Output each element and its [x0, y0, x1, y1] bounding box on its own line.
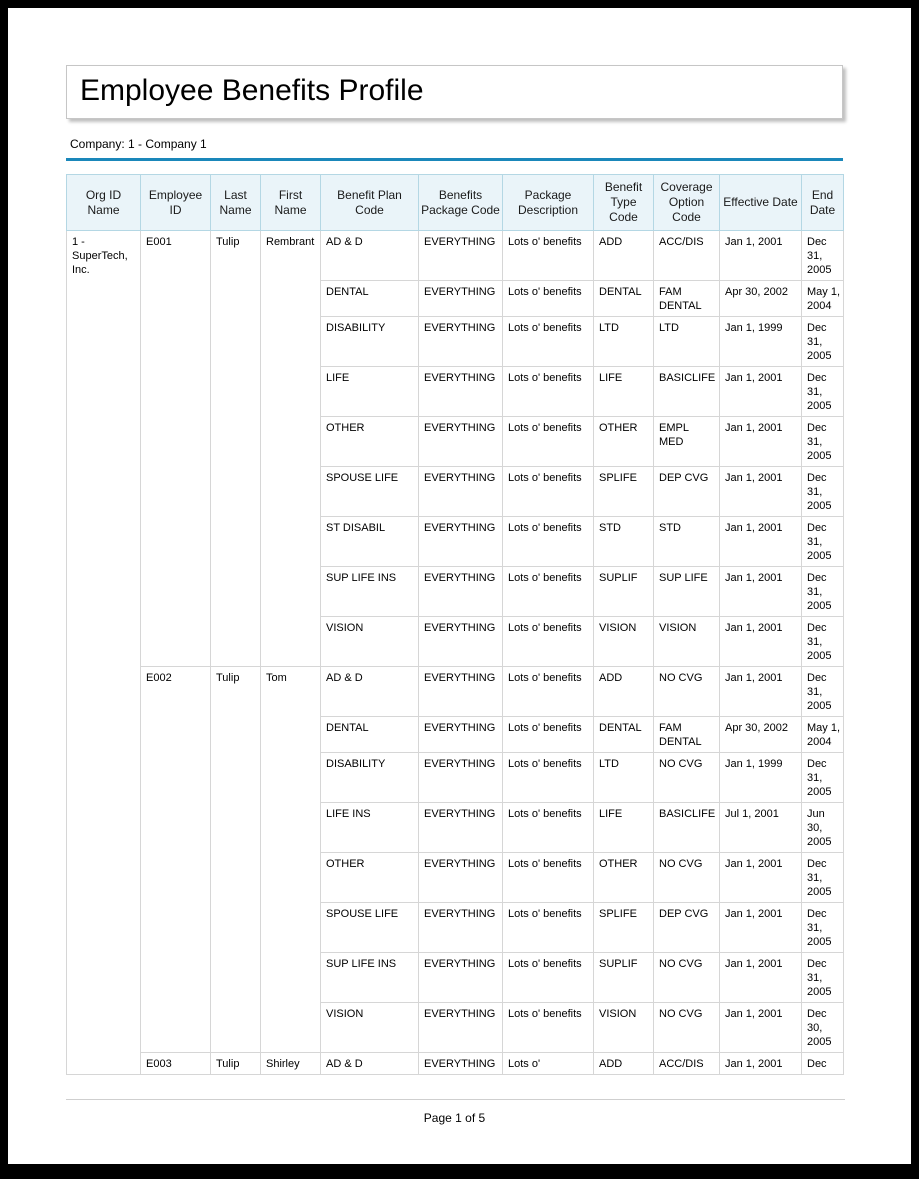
plan-code-cell: LIFE INS [321, 803, 419, 853]
last-name-cell: Tulip [211, 667, 261, 1053]
type-code-cell: VISION [594, 617, 654, 667]
option-code-cell: NO CVG [654, 853, 720, 903]
benefit-row [67, 1053, 844, 1075]
plan-code-cell: SPOUSE LIFE [321, 467, 419, 517]
option-code-cell: ACC/DIS [654, 1053, 720, 1075]
report-title-box [66, 65, 843, 119]
option-code-cell: NO CVG [654, 753, 720, 803]
benefit-row [67, 231, 844, 281]
effective-date-cell: Jan 1, 2001 [720, 467, 802, 517]
type-code-cell: DENTAL [594, 281, 654, 317]
end-date-cell: Dec 31, 2005 [802, 567, 844, 617]
column-header-2: Last Name [211, 175, 261, 231]
option-code-cell: DEP CVG [654, 903, 720, 953]
type-code-cell: SPLIFE [594, 903, 654, 953]
description-cell: Lots o' benefits [503, 753, 594, 803]
type-code-cell: VISION [594, 1003, 654, 1053]
type-code-cell: ADD [594, 1053, 654, 1075]
type-code-cell: ADD [594, 667, 654, 717]
employee-id-cell: E003 [141, 1053, 211, 1075]
plan-code-cell: VISION [321, 1003, 419, 1053]
description-cell: Lots o' benefits [503, 517, 594, 567]
end-date-cell: Dec 30, 2005 [802, 1003, 844, 1053]
end-date-cell: Dec 31, 2005 [802, 667, 844, 717]
end-date-cell: Dec 31, 2005 [802, 231, 844, 281]
package-code-cell: EVERYTHING [419, 903, 503, 953]
option-code-cell: LTD [654, 317, 720, 367]
benefits-table [66, 174, 844, 1075]
option-code-cell: VISION [654, 617, 720, 667]
plan-code-cell: DISABILITY [321, 317, 419, 367]
option-code-cell: BASICLIFE [654, 803, 720, 853]
description-cell: Lots o' benefits [503, 803, 594, 853]
package-code-cell: EVERYTHING [419, 953, 503, 1003]
package-code-cell: EVERYTHING [419, 317, 503, 367]
option-code-cell: ACC/DIS [654, 231, 720, 281]
company-label: Company: 1 - Company 1 [70, 137, 207, 151]
description-cell: Lots o' benefits [503, 903, 594, 953]
option-code-cell: BASICLIFE [654, 367, 720, 417]
type-code-cell: STD [594, 517, 654, 567]
end-date-cell: Dec 31, 2005 [802, 617, 844, 667]
first-name-cell: Shirley [261, 1053, 321, 1075]
package-code-cell: EVERYTHING [419, 853, 503, 903]
effective-date-cell: Jul 1, 2001 [720, 803, 802, 853]
plan-code-cell: OTHER [321, 417, 419, 467]
effective-date-cell: Jan 1, 2001 [720, 567, 802, 617]
end-date-cell: Dec 31, 2005 [802, 367, 844, 417]
effective-date-cell: Jan 1, 1999 [720, 317, 802, 367]
description-cell: Lots o' benefits [503, 317, 594, 367]
plan-code-cell: DENTAL [321, 281, 419, 317]
effective-date-cell: Jan 1, 2001 [720, 667, 802, 717]
package-code-cell: EVERYTHING [419, 417, 503, 467]
end-date-cell: Dec 31, 2005 [802, 317, 844, 367]
plan-code-cell: SUP LIFE INS [321, 953, 419, 1003]
benefit-row [67, 667, 844, 717]
end-date-cell: Jun 30, 2005 [802, 803, 844, 853]
type-code-cell: LIFE [594, 803, 654, 853]
description-cell: Lots o' benefits [503, 467, 594, 517]
effective-date-cell: Jan 1, 2001 [720, 1053, 802, 1075]
first-name-cell: Tom [261, 667, 321, 1053]
plan-code-cell: OTHER [321, 853, 419, 903]
description-cell: Lots o' benefits [503, 281, 594, 317]
end-date-cell: Dec 31, 2005 [802, 517, 844, 567]
option-code-cell: FAM DENTAL [654, 717, 720, 753]
package-code-cell: EVERYTHING [419, 567, 503, 617]
effective-date-cell: Jan 1, 2001 [720, 367, 802, 417]
option-code-cell: NO CVG [654, 1003, 720, 1053]
column-header-1: Employee ID [141, 175, 211, 231]
plan-code-cell: DISABILITY [321, 753, 419, 803]
type-code-cell: SUPLIF [594, 953, 654, 1003]
report-content [8, 8, 868, 1125]
plan-code-cell: VISION [321, 617, 419, 667]
column-header-0: Org ID Name [67, 175, 141, 231]
plan-code-cell: AD & D [321, 231, 419, 281]
package-code-cell: EVERYTHING [419, 1053, 503, 1075]
package-code-cell: EVERYTHING [419, 717, 503, 753]
plan-code-cell: SPOUSE LIFE [321, 903, 419, 953]
column-header-7: Benefit Type Code [594, 175, 654, 231]
type-code-cell: ADD [594, 231, 654, 281]
effective-date-cell: Apr 30, 2002 [720, 717, 802, 753]
column-header-3: First Name [261, 175, 321, 231]
description-cell: Lots o' benefits [503, 953, 594, 1003]
description-cell: Lots o' benefits [503, 567, 594, 617]
column-header-10: End Date [802, 175, 844, 231]
type-code-cell: LTD [594, 753, 654, 803]
effective-date-cell: Jan 1, 2001 [720, 617, 802, 667]
end-date-cell: Dec 31, 2005 [802, 753, 844, 803]
employee-id-cell: E002 [141, 667, 211, 1053]
company-bar [66, 132, 843, 161]
description-cell: Lots o' benefits [503, 367, 594, 417]
org-name-cell: 1 - SuperTech, Inc. [67, 231, 141, 1075]
end-date-cell: May 1, 2004 [802, 717, 844, 753]
end-date-cell: Dec 31, 2005 [802, 467, 844, 517]
end-date-cell: May 1, 2004 [802, 281, 844, 317]
column-header-4: Benefit Plan Code [321, 175, 419, 231]
effective-date-cell: Jan 1, 2001 [720, 417, 802, 467]
plan-code-cell: SUP LIFE INS [321, 567, 419, 617]
package-code-cell: EVERYTHING [419, 517, 503, 567]
description-cell: Lots o' benefits [503, 717, 594, 753]
package-code-cell: EVERYTHING [419, 367, 503, 417]
description-cell: Lots o' benefits [503, 231, 594, 281]
option-code-cell: NO CVG [654, 953, 720, 1003]
effective-date-cell: Jan 1, 1999 [720, 753, 802, 803]
option-code-cell: FAM DENTAL [654, 281, 720, 317]
effective-date-cell: Jan 1, 2001 [720, 953, 802, 1003]
end-date-cell: Dec 31, 2005 [802, 953, 844, 1003]
column-header-9: Effective Date [720, 175, 802, 231]
type-code-cell: LTD [594, 317, 654, 367]
description-cell: Lots o' [503, 1053, 594, 1075]
option-code-cell: NO CVG [654, 667, 720, 717]
end-date-cell: Dec [802, 1053, 844, 1075]
table-clip-region [66, 174, 845, 1100]
plan-code-cell: ST DISABIL [321, 517, 419, 567]
effective-date-cell: Jan 1, 2001 [720, 231, 802, 281]
effective-date-cell: Jan 1, 2001 [720, 517, 802, 567]
end-date-cell: Dec 31, 2005 [802, 903, 844, 953]
plan-code-cell: LIFE [321, 367, 419, 417]
effective-date-cell: Jan 1, 2001 [720, 903, 802, 953]
option-code-cell: DEP CVG [654, 467, 720, 517]
effective-date-cell: Jan 1, 2001 [720, 1003, 802, 1053]
employee-id-cell: E001 [141, 231, 211, 667]
plan-code-cell: AD & D [321, 1053, 419, 1075]
page-number-label: Page 1 of 5 [423, 1111, 486, 1125]
type-code-cell: OTHER [594, 417, 654, 467]
page-title: Employee Benefits Profile [80, 74, 424, 107]
page-footer [66, 1111, 843, 1125]
option-code-cell: STD [654, 517, 720, 567]
type-code-cell: SPLIFE [594, 467, 654, 517]
effective-date-cell: Apr 30, 2002 [720, 281, 802, 317]
column-header-8: Coverage Option Code [654, 175, 720, 231]
option-code-cell: SUP LIFE [654, 567, 720, 617]
description-cell: Lots o' benefits [503, 667, 594, 717]
last-name-cell: Tulip [211, 231, 261, 667]
type-code-cell: OTHER [594, 853, 654, 903]
package-code-cell: EVERYTHING [419, 667, 503, 717]
package-code-cell: EVERYTHING [419, 467, 503, 517]
package-code-cell: EVERYTHING [419, 803, 503, 853]
type-code-cell: DENTAL [594, 717, 654, 753]
end-date-cell: Dec 31, 2005 [802, 417, 844, 467]
last-name-cell: Tulip [211, 1053, 261, 1075]
table-header-row [67, 175, 844, 231]
package-code-cell: EVERYTHING [419, 617, 503, 667]
package-code-cell: EVERYTHING [419, 1003, 503, 1053]
first-name-cell: Rembrant [261, 231, 321, 667]
description-cell: Lots o' benefits [503, 617, 594, 667]
description-cell: Lots o' benefits [503, 417, 594, 467]
effective-date-cell: Jan 1, 2001 [720, 853, 802, 903]
package-code-cell: EVERYTHING [419, 281, 503, 317]
column-header-5: Benefits Package Code [419, 175, 503, 231]
column-header-6: Package Description [503, 175, 594, 231]
type-code-cell: LIFE [594, 367, 654, 417]
plan-code-cell: AD & D [321, 667, 419, 717]
type-code-cell: SUPLIF [594, 567, 654, 617]
description-cell: Lots o' benefits [503, 1003, 594, 1053]
package-code-cell: EVERYTHING [419, 753, 503, 803]
plan-code-cell: DENTAL [321, 717, 419, 753]
end-date-cell: Dec 31, 2005 [802, 853, 844, 903]
description-cell: Lots o' benefits [503, 853, 594, 903]
option-code-cell: EMPL MED [654, 417, 720, 467]
package-code-cell: EVERYTHING [419, 231, 503, 281]
